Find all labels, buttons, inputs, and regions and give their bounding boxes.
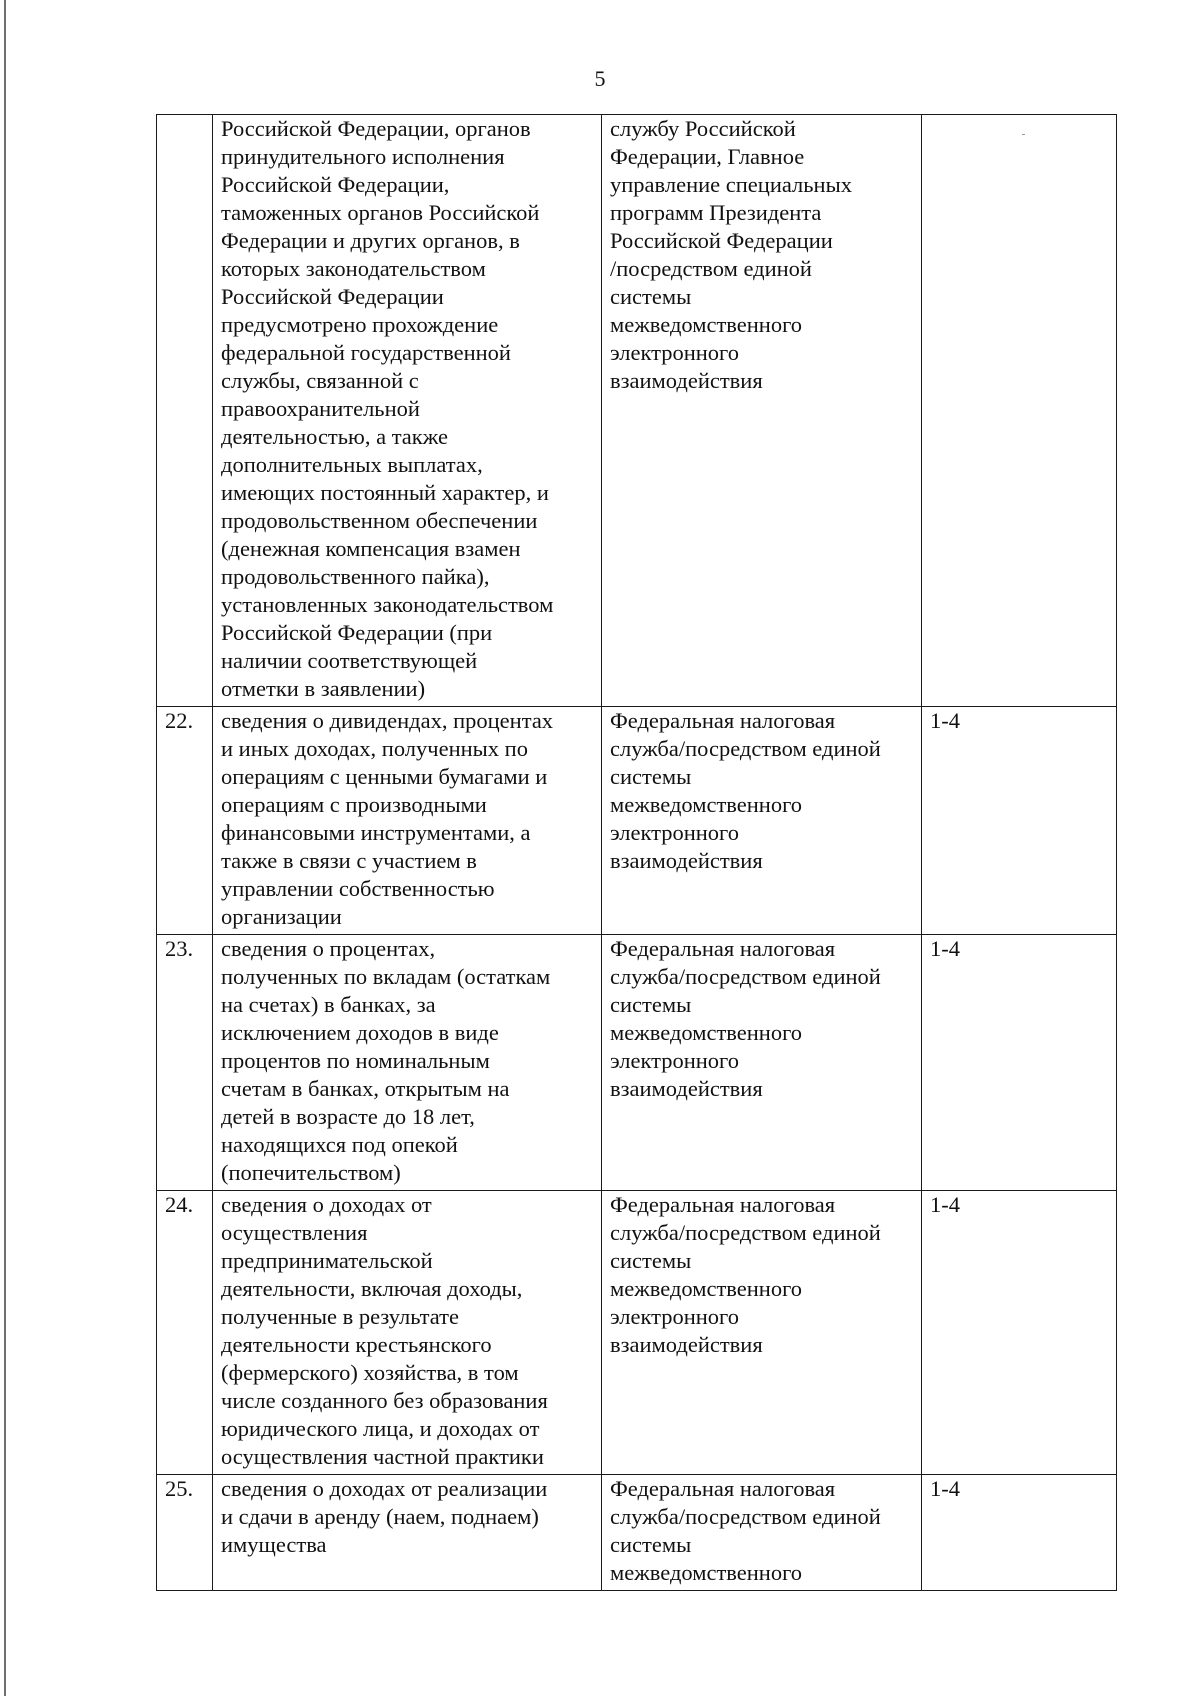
row-term: 1-4 bbox=[922, 935, 1117, 1191]
row-number: 22. bbox=[157, 707, 213, 935]
row-source: Федеральная налоговая служба/посредством единой системы межведомственного электронного взаимодействия bbox=[602, 707, 922, 935]
row-description: сведения о доходах от осуществления предпринимательской деятельности, включая доходы, полученные в результате деятельности крестьянского (фермерского) хозяйства, в том числе созданного без образования юридического лица, и доходах от осуществления частной практики bbox=[213, 1191, 602, 1475]
row-source: Федеральная налоговая служба/посредством единой системы межведомственного электронного взаимодействия bbox=[602, 935, 922, 1191]
table-row bbox=[157, 115, 1117, 707]
row-number: 24. bbox=[157, 1191, 213, 1475]
row-number bbox=[157, 115, 213, 707]
row-source: службу Российской Федерации, Главное управление специальных программ Президента Российской Федерации /посредством единой системы межведомственного электронного взаимодействия bbox=[602, 115, 922, 707]
scan-margin-line bbox=[4, 0, 6, 1696]
row-source: Федеральная налоговая служба/посредством единой системы межведомственного bbox=[602, 1475, 922, 1591]
document-table bbox=[156, 114, 1117, 1591]
page-number: 5 bbox=[594, 66, 606, 91]
table-row bbox=[157, 1475, 1117, 1591]
table-row bbox=[157, 935, 1117, 1191]
table-row bbox=[157, 1191, 1117, 1475]
row-term bbox=[922, 115, 1117, 707]
row-source: Федеральная налоговая служба/посредством единой системы межведомственного электронного взаимодействия bbox=[602, 1191, 922, 1475]
row-description: Российской Федерации, органов принудительного исполнения Российской Федерации, таможенных органов Российской Федерации и других органов, в которых законодательством Российской Федерации предусмотрено прохождение федеральной государственной службы, связанной с правоохранительной деятельностью, а также дополнительных выплатах, имеющих постоянный характер, и продовольственном обеспечении (денежная компенсация взамен продовольственного пайка), установленных законодательством Российской Федерации (при наличии соответствующей отметки в заявлении) bbox=[213, 115, 602, 707]
row-description: сведения о дивидендах, процентах и иных доходах, полученных по операциям с ценными бумагами и операциям с производными финансовыми инструментами, а также в связи с участием в управлении собственностью организации bbox=[213, 707, 602, 935]
row-number: 25. bbox=[157, 1475, 213, 1591]
row-term: 1-4 bbox=[922, 1191, 1117, 1475]
row-term: 1-4 bbox=[922, 1475, 1117, 1591]
row-number: 23. bbox=[157, 935, 213, 1191]
table-row bbox=[157, 707, 1117, 935]
row-description: сведения о процентах, полученных по вкладам (остаткам на счетах) в банках, за исключением доходов в виде процентов по номинальным счетам в банках, открытым на детей в возрасте до 18 лет, находящихся под опекой (попечительством) bbox=[213, 935, 602, 1191]
row-description: сведения о доходах от реализации и сдачи в аренду (наем, поднаем) имущества bbox=[213, 1475, 602, 1591]
row-term: 1-4 bbox=[922, 707, 1117, 935]
